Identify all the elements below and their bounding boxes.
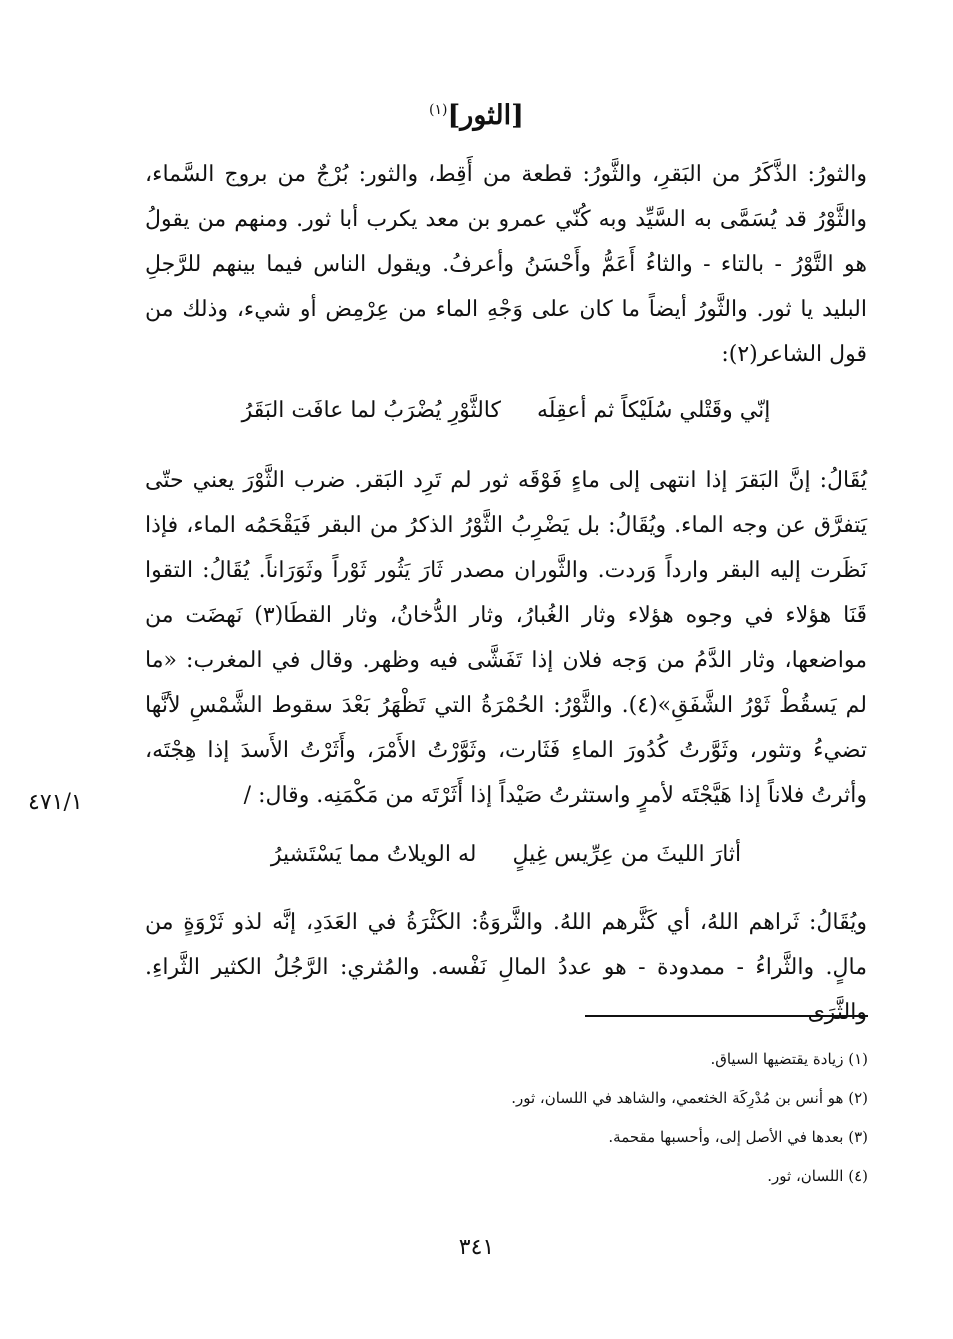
- footnote-1: (١) زيادة يقتضيها السياق.: [710, 1050, 868, 1068]
- verse-1-first-hemistich: إنّي وقَتْلي سُلَيْكاً ثم أعقِلَه: [536, 398, 771, 423]
- footnote-separator: [585, 1015, 868, 1017]
- footnote-2: (٢) هو أنس بن مُدْرِكَة الخثعمي، والشاهد في اللسان، ثور.: [511, 1089, 868, 1107]
- verse-2-second-hemistich: له الويلاتُ مما يَسْتَشيرُ: [270, 842, 477, 867]
- verse-2-first-hemistich: أثارَ الليثَ من عِرِّيس غِيلٍ: [512, 842, 742, 867]
- verse-1-second-hemistich: كالثَّوْرِ يُضْرَبُ لما عافَت البَقَرُ: [241, 398, 501, 423]
- paragraph-1: والثورُ: الذَّكَرُ من البَقرِ، والثَّورُ: قطعة من أَقِط، والثور: بُرْجٌ من بروج السَّماء، والثَّوْرُ قد يُسَمَّى به السَّيِّد وبه كُنّي عمرو بن معد يكرب أبا ثور. ومنهم من يقولُ هو التَّوْرُ - بالتاء - والثاءُ أَعَمُّ وأَحْسَنُ وأعرفُ. ويقول الناس فيما بينهم للرَّجلِ البليد يا ثور. والثَّورُ أيضاً ما كان على وَجْهِ الماء من عِرْمِض أو شيء، وذلك من قول الشاعر(٢):: [145, 162, 867, 367]
- title-footnote-ref: (١): [429, 102, 448, 118]
- verse-1: [145, 398, 867, 423]
- paragraph-3: ويُقَالُ: ثَراهم اللهُ، أي كَثَّرهم اللهُ. والثَّروَةُ: الكَثْرَةُ في العَدَدِ، إنَّه لذو ثَرْوَةٍ من مالٍ. والثَّراءُ - ممدودة - هو عددُ المالِ نَفْسه. والمُثري: الرَّجُلُ الكثير الثَّراءِ. والثَّرَى: [145, 910, 867, 1025]
- verse-2: [145, 842, 867, 867]
- footnote-3: (٣) بعدها في الأصل إلى، وأحسبها مقحمة.: [608, 1128, 868, 1146]
- footnotes: [420, 1040, 868, 1196]
- footnote-4: (٤) اللسان، ثور.: [767, 1167, 868, 1185]
- section-title: [0, 100, 953, 131]
- paragraph-2: يُقَالُ: إنَّ البَقرَ إذا انتهى إلى ماءٍ فَوْقَه ثور لم تَرِد البَقر. ضرب الثَّوْرَ يعني حتّى يَتفرَّق عن وجه الماء. ويُقَالُ: بل يَضْرِبُ الثَّوْرُ الذكرُ من البقر فَيَقْحَمُه الماء، فإذا نَظَرت إليه البقر وارداً وَردت. والثَّوران مصدر ثَارَ يَثُور ثَوْراً وثَوَرَاناً. يُقَالُ: التقوا قَنَا هؤلاء في وجوه هؤلاء وثار الغُبارُ، وثار الدُّخانُ، وثار القطَا(٣) نَهضَت من مواضعها، وثار الدَّمُ من وَجه فلان إذا تَفَشَّى فيه وظهر. وقال في المغرب: «ما لم يَسقُطْ ثَوْرُ الشَّفَقِ»(٤). والثَّوْرُ: الحُمْرَةُ التي تَظْهَرُ بَعْدَ سقوط الشَّمْسِ لأنَّها تضيءُ وتثور، وثَوَّرتُ كُدُورَ الماءِ فَثَارت، وثَوَّرْتُ الأَمْرَ، وأَثَرْتُ الأَسدَ إذا هِجْتَه، وأثرتُ فلاناً إذا هَيَّجْتَه لأمرٍ واستثرتُ صَيْداً إذا أَثَرْتَه من مَكْمَنِه. وقال: /: [145, 468, 868, 808]
- section-title-text: [الثور]: [447, 100, 524, 131]
- page-number: ٣٤١: [458, 1235, 495, 1260]
- margin-page-reference: ٤٧١/١: [28, 790, 83, 815]
